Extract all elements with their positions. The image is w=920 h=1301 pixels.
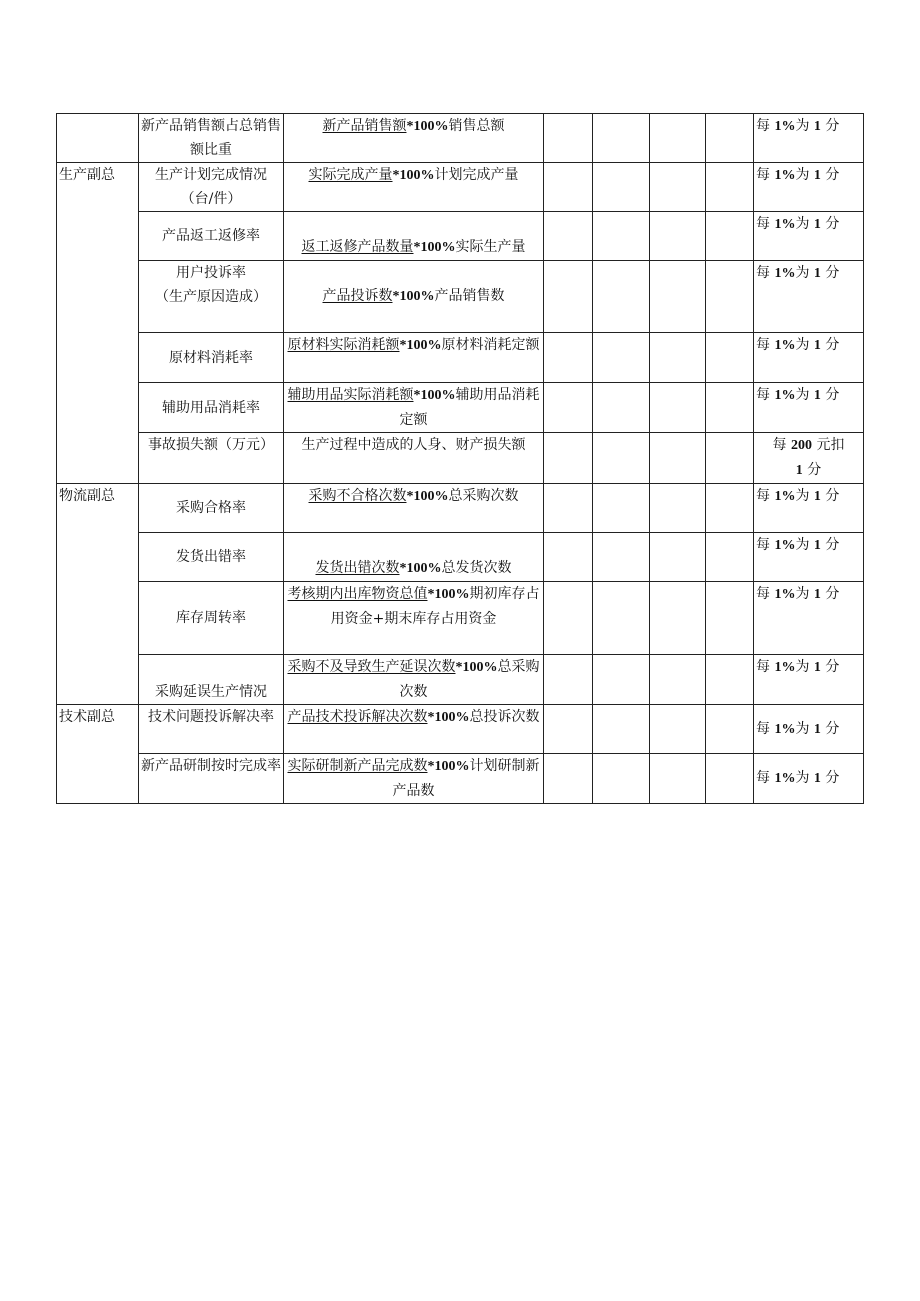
empty-cell (593, 533, 650, 582)
table-row (57, 754, 864, 804)
score-cell: 每 1%为 1 分 (754, 754, 864, 804)
formula-denominator: 辅助用品消耗定额 (399, 387, 540, 428)
score-cell: 每 1%为 1 分 (754, 261, 864, 333)
formula-operator: *100% (455, 660, 498, 675)
empty-cell (706, 212, 754, 261)
formula-cell (284, 383, 544, 433)
table-row (57, 333, 864, 383)
empty-cell (650, 114, 706, 163)
score-cell: 每 1%为 1 分 (754, 533, 864, 582)
formula-denominator: 总采购次数 (399, 659, 540, 700)
empty-cell (650, 333, 706, 383)
kpi-table (56, 113, 864, 804)
empty-cell (706, 655, 754, 705)
empty-cell (593, 754, 650, 804)
empty-cell (650, 582, 706, 655)
score-cell: 每 1%为 1 分 (754, 114, 864, 163)
empty-cell (650, 655, 706, 705)
dept-cell: 技术副总 (57, 705, 139, 804)
empty-cell (650, 212, 706, 261)
table-row (57, 582, 864, 655)
formula-numerator: 考核期内出库物资总值 (287, 586, 428, 602)
formula-numerator: 返工返修产品数量 (301, 239, 414, 255)
empty-cell (544, 383, 593, 433)
empty-cell (706, 582, 754, 655)
table-row (57, 433, 864, 484)
empty-cell (706, 114, 754, 163)
empty-cell (706, 705, 754, 754)
formula-denominator: 原材料消耗定额 (441, 337, 540, 353)
empty-cell (544, 433, 593, 484)
table-row (57, 533, 864, 582)
empty-cell (544, 705, 593, 754)
indicator-cell: 技术问题投诉解决率 (139, 705, 284, 754)
empty-cell (593, 114, 650, 163)
score-cell: 每 1%为 1 分 (754, 484, 864, 533)
formula-numerator: 新产品销售额 (322, 118, 407, 134)
empty-cell (593, 582, 650, 655)
formula-denominator: 总采购次数 (448, 488, 519, 504)
empty-cell (650, 484, 706, 533)
empty-cell (593, 261, 650, 333)
indicator-cell: 库存周转率 (139, 582, 284, 655)
formula-cell (284, 433, 544, 484)
score-cell: 每 200 元扣 1 分 (754, 433, 864, 484)
formula-numerator: 采购不及导致生产延误次数 (287, 659, 456, 675)
empty-cell (650, 163, 706, 212)
empty-cell (706, 484, 754, 533)
empty-cell (544, 533, 593, 582)
dept-cell (57, 114, 139, 163)
formula-operator: *100% (413, 240, 456, 255)
table-row (57, 212, 864, 261)
formula-denominator: 总投诉次数 (469, 709, 540, 725)
empty-cell (593, 333, 650, 383)
formula-numerator: 原材料实际消耗额 (287, 337, 400, 353)
formula-numerator: 实际完成产量 (308, 167, 393, 183)
indicator-cell: 原材料消耗率 (139, 333, 284, 383)
indicator-cell: 采购合格率 (139, 484, 284, 533)
formula-operator: *100% (392, 168, 435, 183)
indicator-cell: 用户投诉率 （生产原因造成） (139, 261, 284, 333)
formula-cell (284, 114, 544, 163)
score-cell: 每 1%为 1 分 (754, 333, 864, 383)
empty-cell (593, 433, 650, 484)
score-cell: 每 1%为 1 分 (754, 705, 864, 754)
empty-cell (706, 261, 754, 333)
formula-operator: *100% (427, 759, 470, 774)
empty-cell (706, 533, 754, 582)
formula-cell (284, 212, 544, 261)
empty-cell (650, 533, 706, 582)
formula-denominator: 实际生产量 (455, 239, 526, 255)
formula-operator: *100% (406, 119, 449, 134)
score-cell: 每 1%为 1 分 (754, 582, 864, 655)
formula-cell (284, 484, 544, 533)
formula-cell (284, 754, 544, 804)
empty-cell (544, 484, 593, 533)
formula-denominator: 销售总额 (448, 118, 505, 134)
indicator-cell: 新产品销售额占总销售额比重 (139, 114, 284, 163)
empty-cell (706, 383, 754, 433)
indicator-cell: 产品返工返修率 (139, 212, 284, 261)
empty-cell (544, 582, 593, 655)
formula-cell (284, 582, 544, 655)
empty-cell (706, 163, 754, 212)
empty-cell (593, 655, 650, 705)
formula-denominator: 期初库存占用资金+期末库存占用资金 (330, 586, 540, 627)
empty-cell (650, 754, 706, 804)
formula-denominator: 产品销售数 (434, 288, 505, 304)
indicator-cell: 事故损失额（万元） (139, 433, 284, 484)
empty-cell (593, 705, 650, 754)
score-cell: 每 1%为 1 分 (754, 383, 864, 433)
formula-cell (284, 163, 544, 212)
table-row (57, 705, 864, 754)
formula-cell (284, 261, 544, 333)
formula-cell (284, 705, 544, 754)
empty-cell (544, 754, 593, 804)
score-cell: 每 1%为 1 分 (754, 212, 864, 261)
formula-denominator: 计划研制新产品数 (392, 758, 540, 799)
formula-numerator: 辅助用品实际消耗额 (287, 387, 414, 403)
empty-cell (544, 261, 593, 333)
table-row (57, 261, 864, 333)
formula-operator: *100% (392, 289, 435, 304)
empty-cell (593, 484, 650, 533)
empty-cell (706, 754, 754, 804)
indicator-cell: 采购延误生产情况 (139, 655, 284, 705)
empty-cell (706, 333, 754, 383)
formula-cell (284, 333, 544, 383)
empty-cell (593, 163, 650, 212)
empty-cell (544, 163, 593, 212)
empty-cell (544, 212, 593, 261)
formula-description: 生产过程中造成的人身、财产损失额 (301, 437, 526, 453)
empty-cell (650, 383, 706, 433)
formula-numerator: 发货出错次数 (315, 560, 400, 576)
table-row (57, 163, 864, 212)
formula-denominator: 计划完成产量 (434, 167, 519, 183)
empty-cell (650, 433, 706, 484)
formula-cell (284, 655, 544, 705)
formula-numerator: 产品投诉数 (322, 288, 393, 304)
formula-numerator: 采购不合格次数 (308, 488, 407, 504)
formula-operator: *100% (427, 710, 470, 725)
empty-cell (650, 705, 706, 754)
empty-cell (544, 655, 593, 705)
indicator-cell: 新产品研制按时完成率 (139, 754, 284, 804)
table-row (57, 655, 864, 705)
formula-operator: *100% (399, 561, 442, 576)
table-row (57, 114, 864, 163)
formula-operator: *100% (427, 587, 470, 602)
dept-cell: 物流副总 (57, 484, 139, 705)
score-cell: 每 1%为 1 分 (754, 163, 864, 212)
dept-cell: 生产副总 (57, 163, 139, 484)
formula-operator: *100% (413, 388, 456, 403)
formula-numerator: 实际研制新产品完成数 (287, 758, 428, 774)
empty-cell (593, 383, 650, 433)
empty-cell (706, 433, 754, 484)
indicator-cell: 生产计划完成情况（台/件） (139, 163, 284, 212)
empty-cell (650, 261, 706, 333)
table-row (57, 383, 864, 433)
table-row (57, 484, 864, 533)
empty-cell (544, 114, 593, 163)
formula-operator: *100% (399, 338, 442, 353)
empty-cell (544, 333, 593, 383)
formula-denominator: 总发货次数 (441, 560, 512, 576)
formula-operator: *100% (406, 489, 449, 504)
score-cell: 每 1%为 1 分 (754, 655, 864, 705)
empty-cell (593, 212, 650, 261)
formula-numerator: 产品技术投诉解决次数 (287, 709, 428, 725)
formula-cell (284, 533, 544, 582)
indicator-cell: 辅助用品消耗率 (139, 383, 284, 433)
indicator-cell: 发货出错率 (139, 533, 284, 582)
